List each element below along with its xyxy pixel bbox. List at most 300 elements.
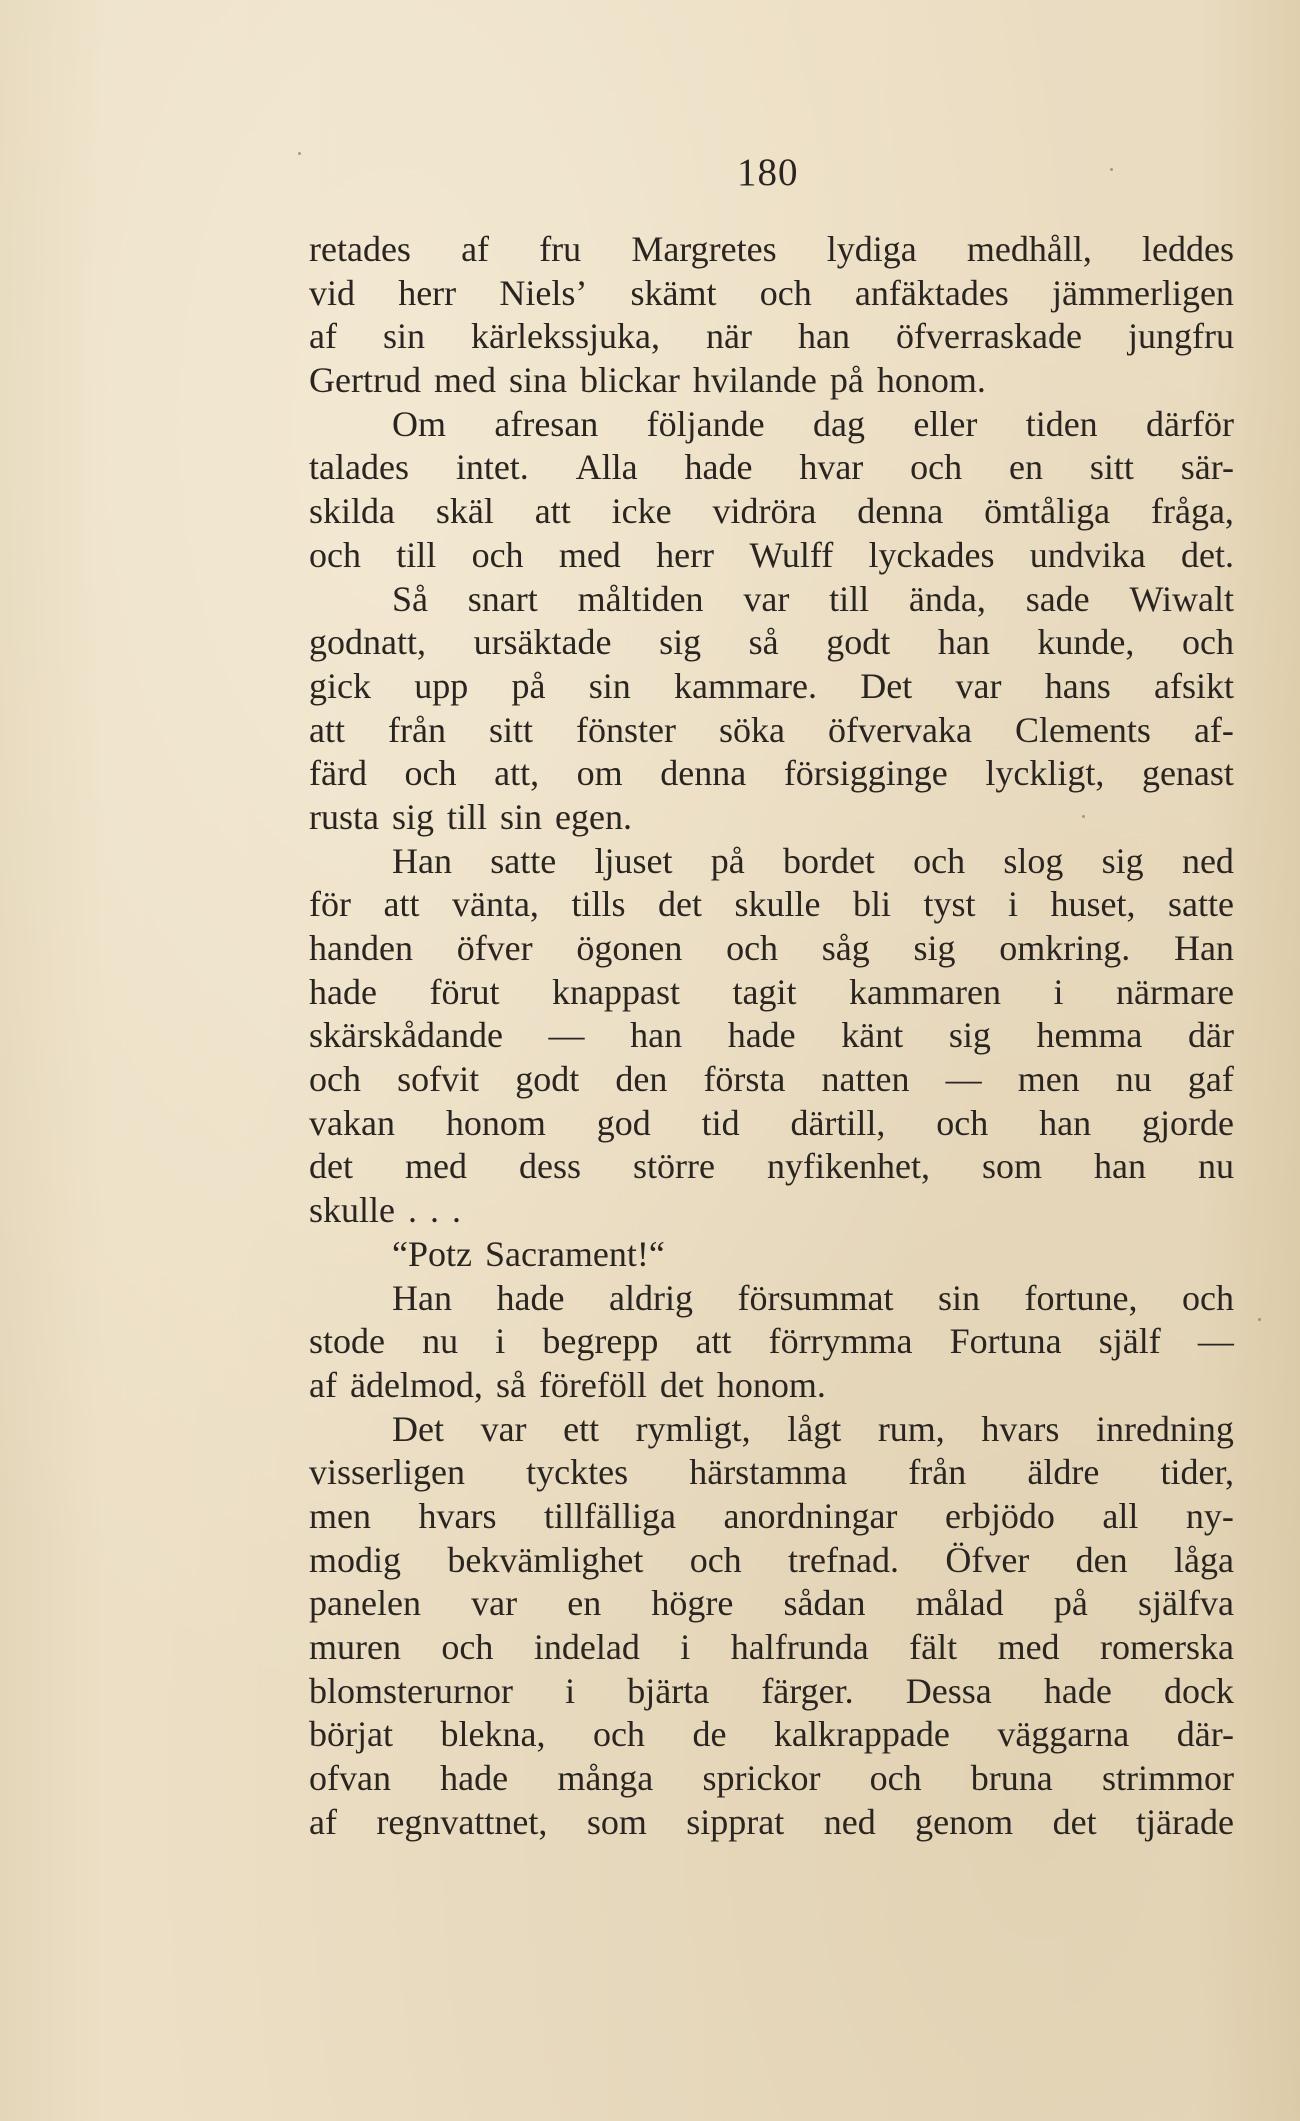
text-line <box>309 534 1234 578</box>
word: skämt <box>630 272 717 313</box>
word: af <box>309 316 337 357</box>
word: honom. <box>876 360 986 401</box>
word: vid <box>309 272 356 313</box>
word: ömtåliga <box>984 491 1111 532</box>
word: tillfälliga <box>544 1495 676 1536</box>
word: fru <box>539 229 582 269</box>
word: lyckligt, <box>985 753 1105 794</box>
word: den <box>615 1059 668 1100</box>
word: strimmor <box>1101 1758 1234 1799</box>
text-line <box>309 1233 1234 1277</box>
word: Fortuna <box>949 1321 1062 1362</box>
word: Öfver <box>945 1539 1030 1580</box>
word: honom. <box>716 1364 826 1405</box>
word: sig <box>913 928 956 968</box>
word: och <box>592 1714 645 1755</box>
word: att <box>383 884 420 925</box>
word: jungfru <box>1127 316 1234 357</box>
word: panelen <box>309 1583 421 1624</box>
word: öfver <box>456 928 533 968</box>
word: tagit <box>732 971 797 1012</box>
word: själfva <box>1137 1583 1234 1624</box>
word: med <box>405 1146 467 1187</box>
word: han <box>1039 1102 1092 1143</box>
word: sofvit <box>397 1059 480 1100</box>
word: låga <box>1173 1539 1234 1580</box>
word: att <box>309 709 345 750</box>
text-line <box>309 621 1234 665</box>
word: sig <box>948 1015 991 1056</box>
word: med <box>558 534 621 575</box>
word: fönster <box>576 709 676 750</box>
word: Alla <box>575 447 638 488</box>
word: där- <box>1176 1714 1234 1755</box>
text-line <box>309 971 1234 1015</box>
word: i <box>1053 971 1064 1012</box>
word: ädelmod, <box>349 1364 483 1405</box>
word: tyst <box>923 884 976 925</box>
word: högre <box>651 1583 734 1624</box>
word: han <box>937 622 990 663</box>
text-line <box>309 1320 1234 1364</box>
word: medhåll, <box>966 229 1092 269</box>
word: bordet <box>782 840 875 881</box>
word: måltiden <box>577 578 704 619</box>
word: all <box>1102 1495 1139 1536</box>
word: öfverraskade <box>896 316 1082 357</box>
word: — <box>548 1015 585 1056</box>
word: godt <box>515 1059 580 1100</box>
word: af <box>461 229 490 269</box>
word: modig <box>309 1539 402 1580</box>
word: öfvervaka <box>828 709 972 750</box>
text-line <box>309 578 1234 622</box>
word: skilda <box>309 491 395 532</box>
word: hvars <box>418 1495 497 1536</box>
word: ned <box>1181 840 1234 881</box>
word: skulle <box>734 884 821 925</box>
word: . <box>430 1190 439 1231</box>
word: följande <box>646 403 765 444</box>
text-line <box>309 1713 1234 1757</box>
word: Han <box>392 840 452 881</box>
word: Det <box>860 665 913 706</box>
word: dess <box>519 1146 581 1187</box>
word: aldrig <box>608 1277 693 1318</box>
word: till <box>829 578 870 619</box>
text-line <box>309 883 1234 927</box>
text-line <box>309 709 1234 753</box>
word: i <box>1007 884 1018 925</box>
word: nu <box>1198 1146 1234 1187</box>
word: natten <box>821 1059 910 1100</box>
word: tid <box>701 1102 740 1143</box>
paper-speck <box>298 152 301 155</box>
word: fortune, <box>1024 1277 1138 1318</box>
text-line <box>309 228 1234 272</box>
word: bruna <box>970 1758 1053 1799</box>
word: sin <box>500 796 543 837</box>
word: Niels’ <box>499 272 588 313</box>
text-line <box>309 796 1234 840</box>
word: sin <box>588 665 631 706</box>
word: — <box>945 1059 982 1100</box>
word: egen. <box>555 796 632 837</box>
word: afresan <box>494 403 599 444</box>
word: hade <box>1043 1670 1112 1711</box>
word: kalkrappade <box>773 1714 950 1755</box>
text-line <box>309 840 1234 884</box>
word: hade <box>496 1277 565 1318</box>
word: själf <box>1098 1321 1161 1362</box>
word: handen <box>309 928 413 968</box>
word: kammare. <box>674 665 817 706</box>
page-number: 180 <box>737 151 799 194</box>
word: vakan <box>309 1102 395 1143</box>
word: och <box>759 272 812 313</box>
word: “Potz <box>392 1233 472 1274</box>
word: sade <box>1025 578 1090 619</box>
word: om <box>576 753 623 794</box>
word: där <box>1188 1015 1234 1056</box>
word: det. <box>1181 534 1234 575</box>
word: talades <box>309 447 409 488</box>
word: herr <box>398 272 457 313</box>
word: gaf <box>1187 1059 1234 1100</box>
text-line <box>309 1451 1234 1495</box>
word: bekvämlighet <box>447 1539 644 1580</box>
word: som <box>981 1146 1042 1187</box>
word: äldre <box>1027 1452 1100 1493</box>
word: hvilande <box>692 360 817 401</box>
word: vidröra <box>712 491 817 532</box>
word: jämmerligen <box>1052 272 1234 313</box>
word: försigginge <box>783 753 948 794</box>
word: kärlekssjuka, <box>471 316 660 357</box>
word: härstamma <box>689 1452 848 1493</box>
word: i <box>565 1670 576 1711</box>
word: rum, <box>877 1408 945 1449</box>
word: stode <box>309 1321 385 1362</box>
word: med <box>433 360 496 401</box>
word: sina <box>508 360 567 401</box>
word: var <box>480 1408 527 1449</box>
word: Margretes <box>631 229 777 269</box>
word: visserligen <box>309 1452 465 1493</box>
word: sitt <box>488 709 533 750</box>
word: snart <box>467 578 538 619</box>
word: och <box>726 928 779 968</box>
word: genast <box>1141 753 1234 794</box>
word: och <box>869 1758 922 1799</box>
word: muren <box>309 1627 401 1667</box>
text-line <box>309 490 1234 534</box>
word: — <box>1197 1321 1234 1362</box>
text-line <box>309 1364 1234 1408</box>
word: förut <box>429 971 500 1012</box>
word: hemma <box>1036 1015 1143 1056</box>
word: omkring. <box>999 928 1131 968</box>
word: och <box>1181 622 1234 663</box>
word: denna <box>857 491 944 532</box>
word: blekna, <box>440 1714 546 1755</box>
word: till <box>396 534 437 575</box>
word: ned <box>823 1801 876 1842</box>
word: tider, <box>1160 1452 1234 1493</box>
word: anordningar <box>723 1495 898 1536</box>
word: erbjödo <box>944 1495 1055 1536</box>
word: Han <box>1173 928 1234 968</box>
text-line <box>309 1102 1234 1146</box>
word: skäl <box>435 491 494 532</box>
word: och <box>936 1102 989 1143</box>
word: och <box>404 753 457 794</box>
word: skulle <box>309 1190 395 1231</box>
word: väggarna <box>997 1714 1130 1755</box>
word: första <box>703 1059 786 1100</box>
word: af <box>309 1801 337 1842</box>
word: och <box>910 447 963 488</box>
word: ett <box>563 1408 600 1449</box>
word: . <box>452 1190 461 1231</box>
word: . <box>408 1190 417 1231</box>
text-line <box>309 1495 1234 1539</box>
word: att <box>695 1321 732 1362</box>
word: för <box>309 884 351 925</box>
word: på <box>1053 1583 1088 1624</box>
word: kammaren <box>849 971 1001 1012</box>
word: denna <box>660 753 747 794</box>
word: ända, <box>908 578 986 619</box>
text-line <box>309 752 1234 796</box>
word: intet. <box>455 447 529 488</box>
word: förrymma <box>768 1321 913 1362</box>
word: retades <box>309 229 411 269</box>
word: så <box>495 1364 526 1405</box>
word: af <box>309 1364 337 1405</box>
text-line <box>309 1539 1234 1583</box>
word: nu <box>422 1321 459 1362</box>
word: i <box>495 1321 506 1362</box>
word: bli <box>852 884 891 925</box>
word: och <box>1182 1277 1234 1318</box>
word: ögonen <box>576 928 683 968</box>
word: han <box>798 316 851 357</box>
word: trefnad. <box>788 1539 899 1580</box>
word: gick <box>309 665 371 706</box>
word: med <box>997 1627 1060 1667</box>
word: på <box>511 665 546 706</box>
word: ursäktade <box>473 622 612 663</box>
paper-speck <box>1082 815 1085 818</box>
word: ofvan <box>309 1758 391 1799</box>
word: sär- <box>1180 447 1234 488</box>
word: han <box>1094 1146 1146 1187</box>
word: hans <box>1044 665 1111 706</box>
word: en <box>1009 447 1043 488</box>
word: som <box>586 1801 647 1842</box>
word: ny- <box>1185 1495 1234 1536</box>
word: Clements <box>1014 709 1151 750</box>
word: var <box>471 1583 518 1624</box>
word: målad <box>915 1583 1004 1624</box>
word: bjärta <box>627 1670 710 1711</box>
word: tiden <box>1025 403 1098 444</box>
word: försummat <box>737 1277 894 1318</box>
word: Dessa <box>905 1670 992 1711</box>
word: skärskådande <box>309 1015 503 1056</box>
word: gjorde <box>1141 1102 1234 1143</box>
word: slog <box>1003 840 1064 881</box>
word: sig <box>1101 840 1144 881</box>
word: upp <box>414 665 469 706</box>
word: hvar <box>799 447 864 488</box>
word: dag <box>813 403 865 444</box>
paper-speck <box>1258 1318 1261 1321</box>
word: hade <box>309 971 377 1012</box>
word: närmare <box>1116 971 1234 1012</box>
word: regnvattnet, <box>376 1801 548 1842</box>
word: hade <box>440 1758 509 1799</box>
word: det <box>659 1364 704 1405</box>
word: känt <box>841 1015 904 1056</box>
word: han <box>630 1015 683 1056</box>
word: det <box>657 884 702 925</box>
word: godt <box>826 622 891 663</box>
word: romerska <box>1100 1627 1234 1667</box>
text-line <box>309 446 1234 490</box>
word: rymligt, <box>635 1408 751 1449</box>
word: Det <box>392 1408 444 1449</box>
text-line <box>309 403 1234 447</box>
word: färd <box>309 753 367 794</box>
word: på <box>710 840 745 881</box>
word: sin <box>937 1277 980 1318</box>
word: och <box>471 534 524 575</box>
word: knappast <box>552 971 680 1012</box>
word: leddes <box>1141 229 1234 269</box>
word: i <box>680 1627 691 1667</box>
word: från <box>908 1452 967 1493</box>
word: herr <box>656 534 715 575</box>
word: sig <box>391 796 434 837</box>
word: lågt <box>787 1408 842 1449</box>
word: så <box>748 622 779 663</box>
text-line <box>309 1408 1234 1452</box>
text-line <box>309 315 1234 359</box>
word: nu <box>1115 1059 1152 1100</box>
word: Wiwalt <box>1129 578 1234 619</box>
word: godnatt, <box>309 622 426 663</box>
word: sipprat <box>686 1801 785 1842</box>
word: sig <box>659 622 702 663</box>
word: genom <box>915 1801 1014 1842</box>
word: föreföll <box>538 1364 647 1405</box>
text-line <box>309 1757 1234 1801</box>
word: fråga, <box>1150 491 1234 532</box>
word: eller <box>913 403 978 444</box>
word: men <box>309 1495 371 1536</box>
word: undvika <box>1029 534 1146 575</box>
word: hade <box>727 1015 796 1056</box>
word: var <box>743 578 790 619</box>
word: sitt <box>1089 447 1134 488</box>
word: och <box>913 840 966 881</box>
word: när <box>706 316 752 357</box>
word: inredning <box>1095 1408 1234 1449</box>
word: afsikt <box>1154 665 1234 706</box>
word: de <box>692 1714 727 1755</box>
word: satte <box>1168 884 1234 925</box>
word: söka <box>719 709 785 750</box>
text-line <box>309 1189 1234 1233</box>
word: Om <box>392 403 446 444</box>
word: börjat <box>309 1714 393 1755</box>
paper-speck <box>1110 168 1113 171</box>
word: honom <box>445 1102 546 1143</box>
word: den <box>1075 1539 1128 1580</box>
word: att, <box>494 753 540 794</box>
text-line <box>309 1277 1234 1321</box>
word: blomsterurnor <box>309 1670 513 1711</box>
word: fält <box>909 1627 958 1667</box>
text-line <box>309 1801 1234 1845</box>
word: men <box>1017 1059 1080 1100</box>
word: vänta, <box>451 884 539 925</box>
word: ljuset <box>594 840 673 881</box>
word: kunde, <box>1037 622 1135 663</box>
word: på <box>829 360 864 401</box>
word: Wulff <box>749 534 834 575</box>
word: och <box>441 1627 494 1667</box>
word: och <box>309 1059 361 1100</box>
body-text <box>309 228 1234 1844</box>
word: god <box>596 1102 651 1143</box>
word: nyfikenhet, <box>767 1146 930 1187</box>
text-line <box>309 927 1234 971</box>
word: såg <box>821 928 870 968</box>
word: Han <box>392 1277 452 1318</box>
word: det <box>309 1146 353 1187</box>
word: begrepp <box>542 1321 659 1362</box>
word: anfäktades <box>854 272 1009 313</box>
word: och <box>689 1539 742 1580</box>
word: hade <box>684 447 753 488</box>
word: sprickor <box>702 1758 821 1799</box>
text-line <box>309 359 1234 403</box>
word: lyckades <box>868 534 995 575</box>
word: Gertrud <box>309 360 421 401</box>
word: till <box>447 796 488 837</box>
word: en <box>567 1583 602 1624</box>
word: var <box>955 665 1002 706</box>
word: hvars <box>981 1408 1060 1449</box>
word: halfrunda <box>730 1627 869 1667</box>
word: dock <box>1163 1670 1234 1711</box>
word: därtill, <box>790 1102 886 1143</box>
word: Sacrament!“ <box>484 1233 665 1274</box>
word: blickar <box>579 360 680 401</box>
word: sådan <box>783 1583 866 1624</box>
text-line <box>309 665 1234 709</box>
word: det <box>1052 1801 1097 1842</box>
word: och <box>309 534 361 575</box>
word: att <box>534 491 571 532</box>
text-line <box>309 272 1234 316</box>
word: Så <box>392 578 428 619</box>
text-line <box>309 1626 1234 1670</box>
word: tjärade <box>1136 1801 1234 1842</box>
